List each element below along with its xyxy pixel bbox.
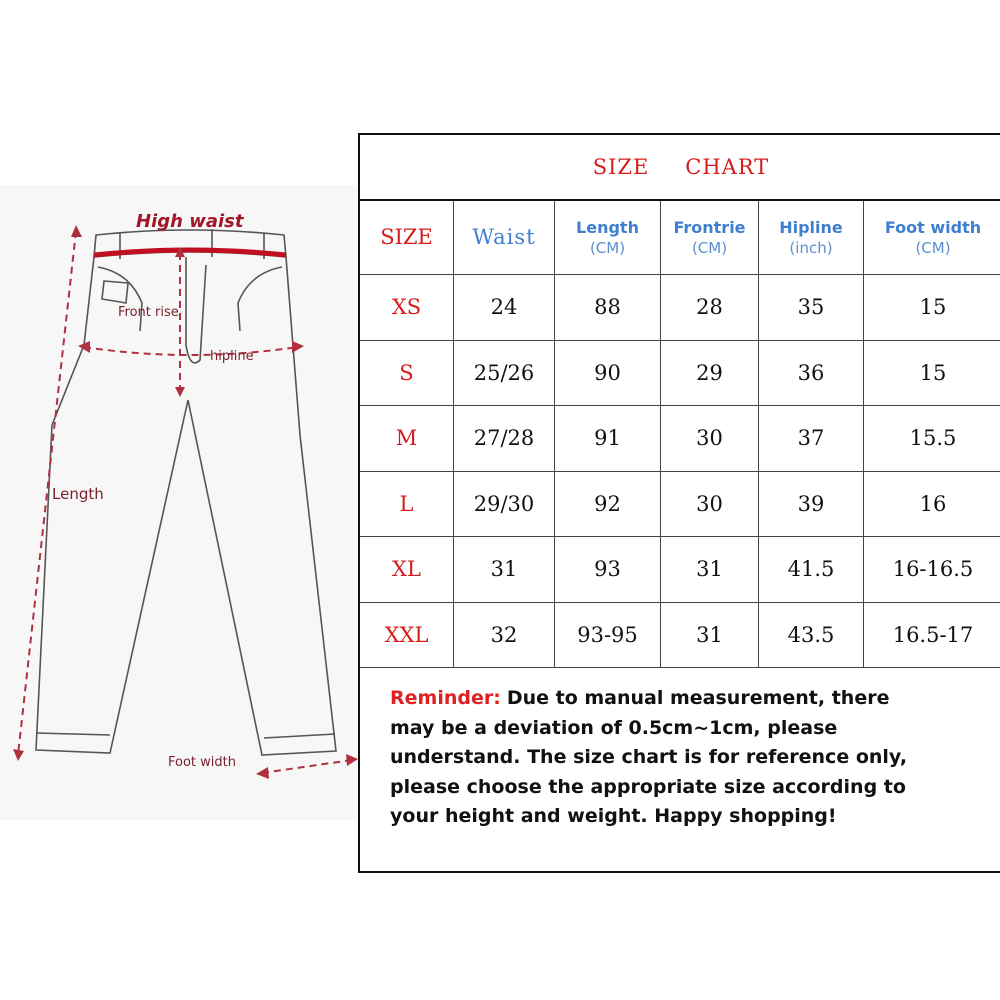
foot-width-cell: 15: [919, 295, 947, 320]
length-label: Length: [52, 485, 104, 503]
table-row: [360, 472, 1000, 538]
reminder-label: Reminder:: [390, 687, 501, 709]
table-row: [360, 537, 1000, 603]
header-hipline-label: Hipline: [779, 217, 843, 237]
title-word-chart: CHART: [685, 155, 770, 179]
size-cell: XXL: [360, 603, 454, 668]
reminder-note: [358, 670, 1000, 873]
header-length-label: Length: [576, 217, 639, 237]
header-frontrie-label: Frontrie: [673, 217, 746, 237]
high-waist-label: High waist: [136, 211, 244, 232]
foot-width-cell: 16-16.5: [892, 557, 974, 582]
header-hipline: [759, 201, 864, 274]
foot-width-cell: 16: [919, 491, 947, 516]
header-length: [555, 201, 661, 274]
hipline-cell: 36: [759, 341, 864, 406]
table-row: [360, 275, 1000, 341]
hipline-cell: 39: [759, 472, 864, 537]
reminder-text: Due to manual measurement, there may be a deviation of 0.5cm~1cm, please understand. The size chart is for reference only, please choose the appropriate size according to your height and weight. Happy shopping!: [390, 687, 908, 827]
foot-width-label: Foot width: [168, 755, 236, 770]
header-frontrie: [661, 201, 759, 274]
hipline-cell: 37: [759, 406, 864, 471]
table-row: [360, 341, 1000, 407]
frontrie-cell: 30: [661, 472, 759, 537]
length-cell: 91: [555, 406, 661, 471]
foot-width-cell: 15.5: [909, 426, 957, 451]
header-row: [360, 201, 1000, 275]
length-cell: 88: [555, 275, 661, 340]
frontrie-cell: 29: [661, 341, 759, 406]
size-cell: XS: [360, 275, 454, 340]
length-cell: 90: [555, 341, 661, 406]
header-hipline-unit: (inch): [789, 239, 833, 258]
header-size: SIZE: [360, 201, 454, 274]
waist-cell: 29/30: [454, 472, 555, 537]
waist-cell: 24: [454, 275, 555, 340]
frontrie-cell: 31: [661, 603, 759, 668]
header-length-unit: (CM): [589, 239, 626, 258]
size-chart-title: [360, 135, 1000, 199]
size-cell: XL: [360, 537, 454, 602]
table-row: [360, 603, 1000, 669]
header-foot-width-label: Foot width: [884, 217, 982, 237]
header-foot-width: [864, 201, 1000, 274]
length-cell: 93: [555, 537, 661, 602]
header-frontrie-unit: (CM): [691, 239, 728, 258]
frontrie-cell: 31: [661, 537, 759, 602]
waist-cell: 25/26: [454, 341, 555, 406]
hipline-cell: 35: [759, 275, 864, 340]
hipline-label: hipline: [210, 349, 254, 364]
hipline-cell: 41.5: [759, 537, 864, 602]
size-cell: M: [360, 406, 454, 471]
hipline-cell: 43.5: [759, 603, 864, 668]
waist-cell: 31: [454, 537, 555, 602]
foot-width-cell: 15: [919, 360, 947, 385]
table-row: [360, 406, 1000, 472]
foot-width-cell: 16.5-17: [892, 622, 974, 647]
title-word-size: SIZE: [592, 155, 650, 179]
header-waist: Waist: [454, 201, 555, 274]
frontrie-cell: 28: [661, 275, 759, 340]
size-chart-title-row: [360, 135, 1000, 201]
waist-cell: 27/28: [454, 406, 555, 471]
header-foot-width-unit: (CM): [915, 239, 951, 258]
size-cell: L: [360, 472, 454, 537]
waist-cell: 32: [454, 603, 555, 668]
size-cell: S: [360, 341, 454, 406]
front-rise-label: Front rise: [118, 305, 179, 320]
length-cell: 92: [555, 472, 661, 537]
frontrie-cell: 30: [661, 406, 759, 471]
length-cell: 93-95: [555, 603, 661, 668]
measurement-diagram: [0, 185, 360, 820]
